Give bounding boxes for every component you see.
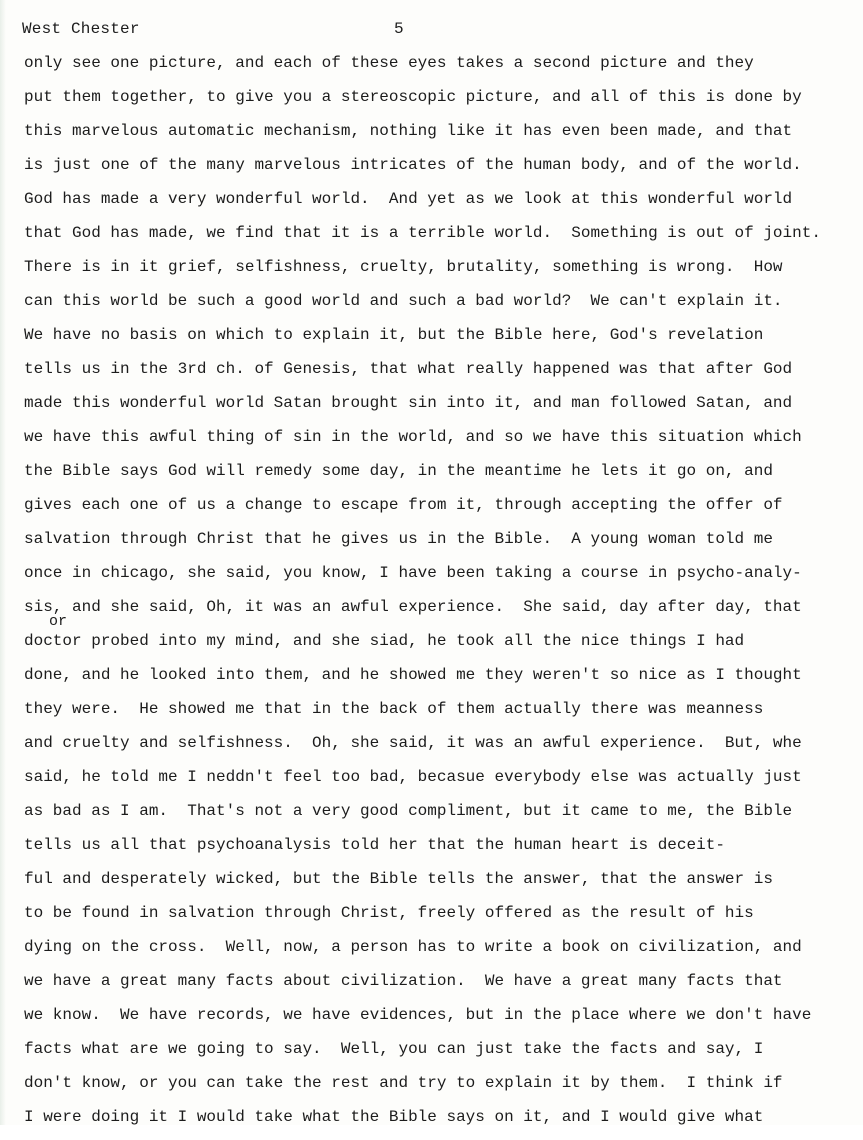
text-line: said, he told me I neddn't feel too bad, becasue everybody else was actually just (24, 768, 802, 786)
page-number: 5 (394, 20, 404, 38)
text-line: We have no basis on which to explain it, but the Bible here, God's revelation (24, 326, 764, 344)
text-line: sis, and she said, Oh, it was an awful experience. She said, day after day, that (24, 598, 802, 616)
text-line: can this world be such a good world and such a bad world? We can't explain it. (24, 292, 783, 310)
text-line: God has made a very wonderful world. And yet as we look at this wonderful world (24, 190, 793, 208)
text-line: we have this awful thing of sin in the world, and so we have this situation which (24, 428, 802, 446)
text-line: put them together, to give you a stereoscopic picture, and all of this is done by (24, 88, 802, 106)
header-location: West Chester (22, 20, 140, 38)
text-line: ful and desperately wicked, but the Bible tells the answer, that the answer is (24, 870, 773, 888)
text-line: gives each one of us a change to escape from it, through accepting the offer of (24, 496, 783, 514)
body-text (24, 52, 859, 1140)
text-line: only see one picture, and each of these eyes takes a second picture and they (24, 54, 754, 72)
handwritten-note: or (49, 613, 68, 630)
text-line: and cruelty and selfishness. Oh, she said, it was an awful experience. But, whe (24, 734, 802, 752)
text-line: as bad as I am. That's not a very good compliment, but it came to me, the Bible (24, 802, 793, 820)
text-line: tells us all that psychoanalysis told her that the human heart is deceit- (24, 836, 725, 854)
text-line: facts what are we going to say. Well, you can just take the facts and say, I (24, 1040, 764, 1058)
text-line: we have a great many facts about civilization. We have a great many facts that (24, 972, 783, 990)
text-line: to be found in salvation through Christ, freely offered as the result of his (24, 904, 754, 922)
text-line: tells us in the 3rd ch. of Genesis, that what really happened was that after God (24, 360, 793, 378)
text-line: made this wonderful world Satan brought sin into it, and man followed Satan, and (24, 394, 793, 412)
text-line: that God has made, we find that it is a terrible world. Something is out of joint. (24, 224, 821, 242)
text-line: don't know, or you can take the rest and try to explain it by them. I think if (24, 1074, 783, 1092)
text-line: they were. He showed me that in the back of them actually there was meanness (24, 700, 764, 718)
text-line: doctor probed into my mind, and she siad, he took all the nice things I had (24, 632, 745, 650)
text-line: salvation through Christ that he gives us in the Bible. A young woman told me (24, 530, 773, 548)
text-line: done, and he looked into them, and he showed me they weren't so nice as I thought (24, 666, 802, 684)
text-line: There is in it grief, selfishness, cruelty, brutality, something is wrong. How (24, 258, 783, 276)
text-line: we know. We have records, we have evidences, but in the place where we don't have (24, 1006, 812, 1024)
text-line: once in chicago, she said, you know, I have been taking a course in psycho-analy- (24, 564, 802, 582)
text-line: the Bible says God will remedy some day, in the meantime he lets it go on, and (24, 462, 773, 480)
text-line: is just one of the many marvelous intricates of the human body, and of the world. (24, 156, 802, 174)
text-line: this marvelous automatic mechanism, nothing like it has even been made, and that (24, 122, 793, 140)
text-line: I were doing it I would take what the Bible says on it, and I would give what (24, 1108, 764, 1126)
text-line: dying on the cross. Well, now, a person has to write a book on civilization, and (24, 938, 802, 956)
page-edge (0, 0, 6, 1125)
